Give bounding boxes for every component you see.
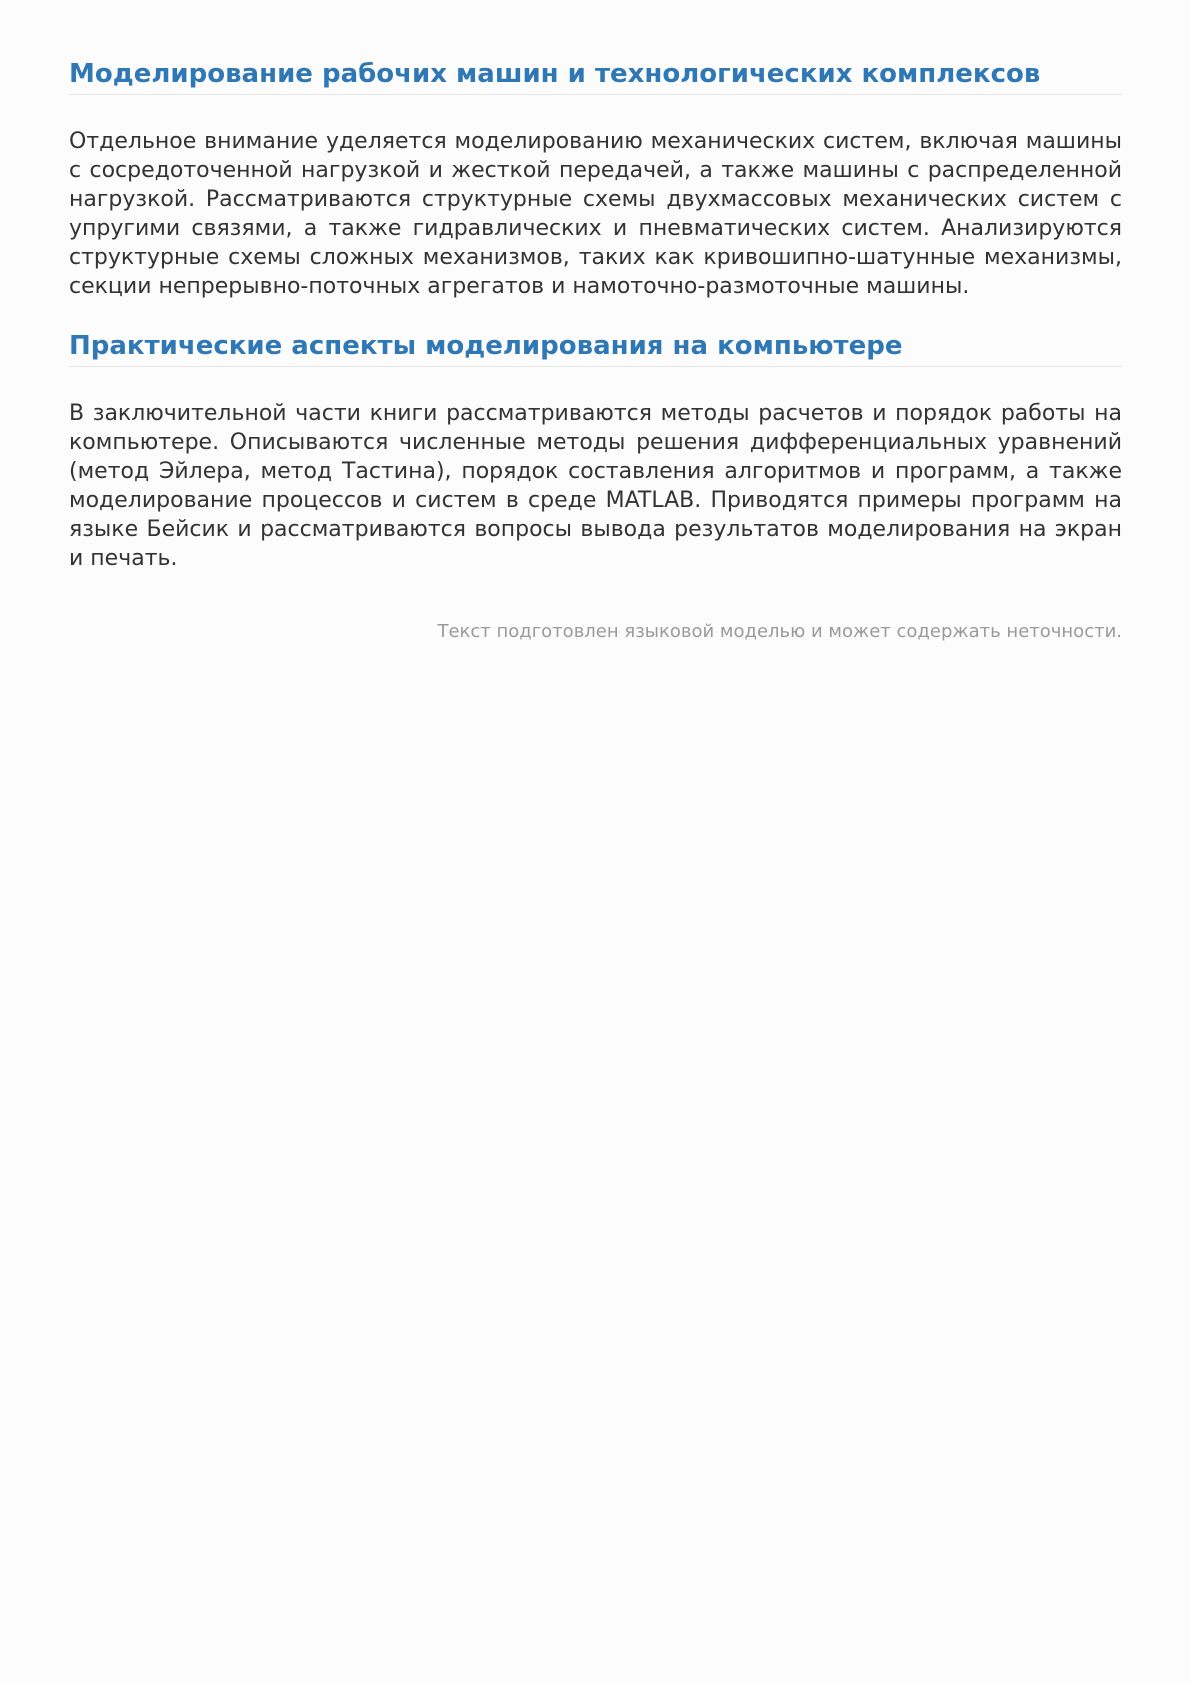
section-paragraph-practical-aspects: В заключительной части книги рассматриваются методы расчетов и порядок работы на компьютере. Описываются численные методы решения дифференциальных уравнений (метод Эйлера, метод Тастина), порядок составления алгоритмов и программ, а также моделирование процессов и систем в среде MATLAB. Приводятся примеры программ на языке Бейсик и рассматриваются вопросы вывода результатов моделирования на экран и печать. [69,401,1122,571]
section-paragraph-modeling-machines: Отдельное внимание уделяется моделированию механических систем, включая машины с сосредоточенной нагрузкой и жесткой передачей, а также машины с распределенной нагрузкой. Рассматриваются структурные схемы двухмассовых механических систем с упругими связями, а также гидравлических и пневматических систем. Анализируются структурные схемы сложных механизмов, таких как кривошипно-шатунные механизмы, секции непрерывно-поточных агрегатов и намоточно-размоточные машины. [69,129,1122,299]
section-heading-modeling-machines: Моделирование рабочих машин и технологических комплексов [69,56,1122,95]
section-heading-practical-aspects: Практические аспекты моделирования на компьютере [69,328,1122,367]
ai-disclaimer-note: Текст подготовлен языковой моделью и может содержать неточности. [437,621,1122,642]
